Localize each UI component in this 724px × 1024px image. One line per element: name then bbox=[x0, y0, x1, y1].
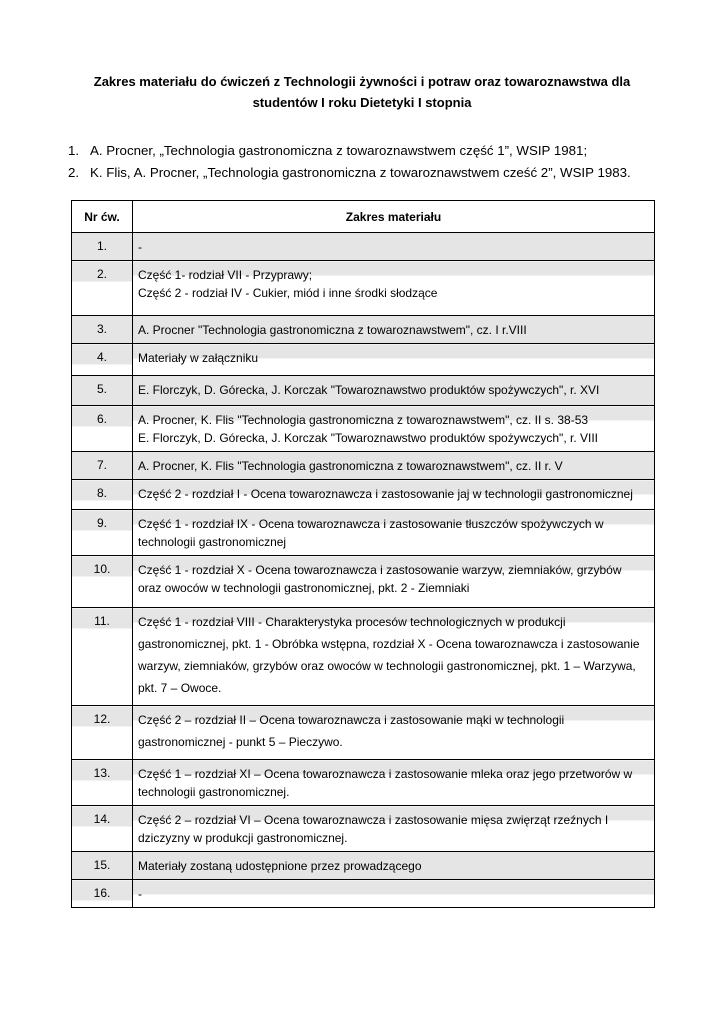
material-scope-line: Część 1- rodział VII - Przyprawy; bbox=[138, 268, 313, 282]
material-scope bbox=[133, 556, 655, 608]
material-scope bbox=[133, 406, 655, 452]
exercise-number: 6. bbox=[72, 406, 133, 452]
material-scope-line: Materiały zostaną udostępnione przez prowadzącego bbox=[138, 859, 422, 873]
material-scope bbox=[133, 452, 655, 480]
material-scope-line: E. Florczyk, D. Górecka, J. Korczak "Towaroznawstwo produktów spożywczych", r. VIII bbox=[138, 431, 598, 445]
exercise-number: 10. bbox=[72, 556, 133, 608]
table-row bbox=[72, 406, 655, 452]
exercise-number: 4. bbox=[72, 344, 133, 376]
exercise-number: 16. bbox=[72, 880, 133, 908]
table-row bbox=[72, 608, 655, 706]
material-scope-line: A. Procner, K. Flis "Technologia gastronomiczna z towaroznawstwem", cz. II s. 38-53 bbox=[138, 413, 589, 427]
material-scope bbox=[133, 706, 655, 760]
document-title-line-1: Zakres materiału do ćwiczeń z Technologii żywności i potraw oraz towaroznawstwa dla bbox=[93, 74, 631, 89]
material-scope-line: warzyw, ziemniaków, grzybów oraz owoców w technologii gastronomicznej, pkt. 1 – Warzywa, bbox=[138, 659, 636, 673]
header-material-scope: Zakres materiału bbox=[133, 201, 655, 233]
exercise-number: 1. bbox=[72, 233, 133, 261]
material-scope-line: A. Procner "Technologia gastronomiczna z towaroznawstwem", cz. I r.VIII bbox=[138, 323, 527, 337]
material-scope-line: Część 1 - rozdział X - Ocena towaroznawcza i zastosowanie warzyw, ziemniaków, grzybów bbox=[138, 563, 622, 577]
material-scope-line: Część 2 - rozdział I - Ocena towaroznawcza i zastosowanie jaj w technologii gastronomicznej bbox=[138, 487, 633, 501]
material-scope-line: Część 2 – rozdział II – Ocena towaroznawcza i zastosowanie mąki w technologii bbox=[138, 713, 565, 727]
table-row bbox=[72, 452, 655, 480]
exercise-number: 13. bbox=[72, 760, 133, 806]
material-scope-line: gastronomicznej - punkt 5 – Pieczywo. bbox=[138, 735, 343, 749]
exercise-number: 9. bbox=[72, 510, 133, 556]
material-scope-line: Część 1 – rozdział XI – Ocena towaroznawcza i zastosowanie mleka oraz jego przetworów w bbox=[138, 767, 633, 781]
material-scope-line: gastronomicznej, pkt. 1 - Obróbka wstępna, rozdział X - Ocena towaroznawcza i zastosowanie bbox=[138, 637, 640, 651]
material-scope-line: E. Florczyk, D. Górecka, J. Korczak "Towaroznawstwo produktów spożywczych", r. XVI bbox=[138, 383, 600, 397]
table-row bbox=[72, 852, 655, 880]
material-scope-line: Część 1 - rozdział IX - Ocena towaroznawcza i zastosowanie tłuszczów spożywczych w bbox=[138, 517, 604, 531]
exercise-number: 8. bbox=[72, 480, 133, 510]
material-table bbox=[71, 200, 655, 908]
material-scope bbox=[133, 316, 655, 344]
exercise-number: 11. bbox=[72, 608, 133, 706]
table-row bbox=[72, 480, 655, 510]
table-row bbox=[72, 261, 655, 316]
material-scope bbox=[133, 233, 655, 261]
material-scope-line: technologii gastronomicznej bbox=[138, 535, 287, 549]
material-scope-line: technologii gastronomicznej. bbox=[138, 785, 290, 799]
header-exercise-number: Nr ćw. bbox=[72, 201, 133, 233]
reference-number: 2. bbox=[68, 165, 80, 180]
table-row bbox=[72, 233, 655, 261]
material-scope bbox=[133, 608, 655, 706]
reference-item bbox=[68, 162, 668, 184]
exercise-number: 5. bbox=[72, 376, 133, 406]
table-body bbox=[72, 233, 655, 908]
table-row bbox=[72, 706, 655, 760]
exercise-number: 15. bbox=[72, 852, 133, 880]
exercise-number: 2. bbox=[72, 261, 133, 316]
material-scope bbox=[133, 376, 655, 406]
material-scope bbox=[133, 880, 655, 908]
table-row bbox=[72, 376, 655, 406]
material-scope bbox=[133, 344, 655, 376]
table-row bbox=[72, 510, 655, 556]
material-scope-line: Część 2 – rozdział VI – Ocena towaroznawcza i zastosowanie mięsa zwięrząt rzeźnych I bbox=[138, 813, 609, 827]
material-scope bbox=[133, 510, 655, 556]
table-row bbox=[72, 760, 655, 806]
table-row bbox=[72, 344, 655, 376]
document-title bbox=[60, 71, 664, 113]
reference-text: A. Procner, „Technologia gastronomiczna z towaroznawstwem część 1”, WSIP 1981; bbox=[90, 143, 588, 158]
table-row bbox=[72, 556, 655, 608]
material-scope-line: dziczyzny w produkcji gastronomicznej. bbox=[138, 831, 348, 845]
material-scope bbox=[133, 480, 655, 510]
table-row bbox=[72, 316, 655, 344]
material-scope-line: Część 2 - rodział IV - Cukier, miód i inne środki słodzące bbox=[138, 286, 438, 300]
exercise-number: 12. bbox=[72, 706, 133, 760]
material-scope bbox=[133, 760, 655, 806]
material-scope-line: Część 1 - rozdział VIII - Charakterystyka procesów technologicznych w produkcji bbox=[138, 615, 566, 629]
material-scope-line: Materiały w załączniku bbox=[138, 351, 259, 365]
reference-list bbox=[68, 140, 668, 184]
reference-number: 1. bbox=[68, 143, 80, 158]
document-title-line-2: studentów I roku Dietetyki I stopnia bbox=[252, 95, 472, 110]
material-scope-line: oraz owoców w technologii gastronomicznej, pkt. 2 - Ziemniaki bbox=[138, 581, 470, 595]
reference-item bbox=[68, 140, 668, 162]
material-scope-line: - bbox=[138, 887, 142, 901]
exercise-number: 7. bbox=[72, 452, 133, 480]
reference-text: K. Flis, A. Procner, „Technologia gastronomiczna z towaroznawstwem cześć 2”, WSIP 1983. bbox=[90, 165, 631, 180]
exercise-number: 14. bbox=[72, 806, 133, 852]
table-row bbox=[72, 880, 655, 908]
material-scope-line: pkt. 7 – Owoce. bbox=[138, 681, 222, 695]
material-scope-line: A. Procner, K. Flis "Technologia gastronomiczna z towaroznawstwem", cz. II r. V bbox=[138, 459, 563, 473]
material-scope bbox=[133, 852, 655, 880]
material-scope bbox=[133, 806, 655, 852]
material-scope bbox=[133, 261, 655, 316]
exercise-number: 3. bbox=[72, 316, 133, 344]
table-header-row bbox=[72, 201, 655, 233]
table-row bbox=[72, 806, 655, 852]
material-scope-line: - bbox=[138, 240, 142, 254]
